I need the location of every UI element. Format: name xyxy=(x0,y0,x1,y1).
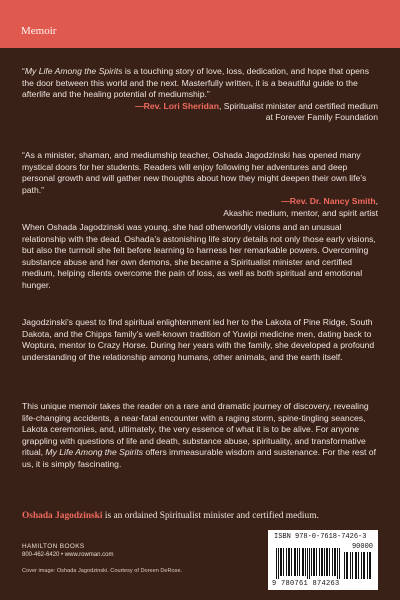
ean-digits: 9 780761 874263 xyxy=(272,580,340,588)
endorsement-1-org: at Forever Family Foundation xyxy=(265,112,378,123)
author-bio: Oshada Jagodzinski is an ordained Spiritualist minister and certified medium. xyxy=(22,511,319,521)
endorsement-1-quote: is a touching story of love, loss, dedication, and hope that opens the door between this world and the next. Masterfully written, it is a beautiful guide to the afterlife and the healing potential of mediumship.” xyxy=(22,66,369,100)
isbn-text: ISBN 978-0-7618-7426-3 xyxy=(274,533,367,541)
cover-credit: Cover image: Oshada Jagodzinski. Courtesy of Doreen DeRose. xyxy=(22,568,183,574)
endorsement-1-attribution: —Rev. Lori Sheridan, Spiritualist minister and certified medium xyxy=(135,100,378,111)
price-bars-icon xyxy=(344,552,372,579)
price-code: 90000 xyxy=(351,543,373,551)
endorsement-2-quote: “As a minister, shaman, and mediumship teacher, Oshada Jagodzinski has opened many mystical doors for her students. Readers will enjoy following her adventures and deep personal growth and will gather new thoughts about how they might deepen their own life’s path.” xyxy=(22,150,367,195)
description-paragraph-3: This unique memoir takes the reader on a rare and dramatic journey of discovery, revealing life-changing accidents, a near-fatal encounter with a raging storm, spine-tingling seances, Lakota ceremonies, and, ultimately, the very essence of what it is to be alive. For anyone grappling with questions of life and death, substance abuse, spirituality, and transformative ritual, My Life Among the Spirits offers immeasurable wisdom and sustenance. For the rest of us, it is simply fascinating. xyxy=(22,401,376,469)
author-name: Oshada Jagodzinski xyxy=(22,511,103,521)
ean-bars-icon xyxy=(276,548,342,579)
endorsement-1-name: —Rev. Lori Sheridan xyxy=(135,100,219,111)
description-paragraph-2: Jagodzinski’s quest to find spiritual enlightenment led her to the Lakota of Pine Ridge, South Dakota, and the Chipps family’s well-known tradition of Yuwipi medicine men, dating back to Woptura, mentor to Crazy Horse. During her years with the family, she developed a profound understanding of the relationship among humans, other animals, and the earth itself. xyxy=(22,317,375,362)
category-label: Memoir xyxy=(21,25,57,37)
description-paragraph-1: When Oshada Jagodzinski was young, she had otherworldly visions and an unusual relationship with the dead. Oshada’s astonishing life story details not only those early visions, but also the turmoil she felt before learning to harness her remarkable powers. Overcoming substance abuse and her own demons, she became a Spiritualist minister and certified medium, helping clients overcome the pain of loss, as well as both spiritual and emotional hunger. xyxy=(22,222,376,290)
barcode xyxy=(268,530,378,590)
endorsement-1-title: My Life Among the Spirits xyxy=(24,66,123,76)
endorsement-2 xyxy=(22,150,378,220)
publisher-block xyxy=(22,542,113,560)
publisher-contact: 800-462-6420 • www.rowman.com xyxy=(22,552,114,558)
category-band xyxy=(0,0,400,48)
endorsement-2-name: —Rev. Dr. Nancy Smith, xyxy=(281,196,378,207)
endorsement-1: “My Life Among the Spirits is a touching story of love, loss, dedication, and hope that opens the door between this world and the next. Masterfully written, it is a beautiful guide to the afterlife and the healing potential of mediumship.” —Rev. Lori Sheridan, Spiritualist minister and certified medium at Forever Family Foundation xyxy=(22,66,378,123)
publisher-name: HAMILTON BOOKS xyxy=(22,543,85,550)
endorsement-2-role: Akashic medium, mentor, and spirit artist xyxy=(223,207,378,218)
book-title-inline: My Life Among the Spirits xyxy=(45,447,144,458)
